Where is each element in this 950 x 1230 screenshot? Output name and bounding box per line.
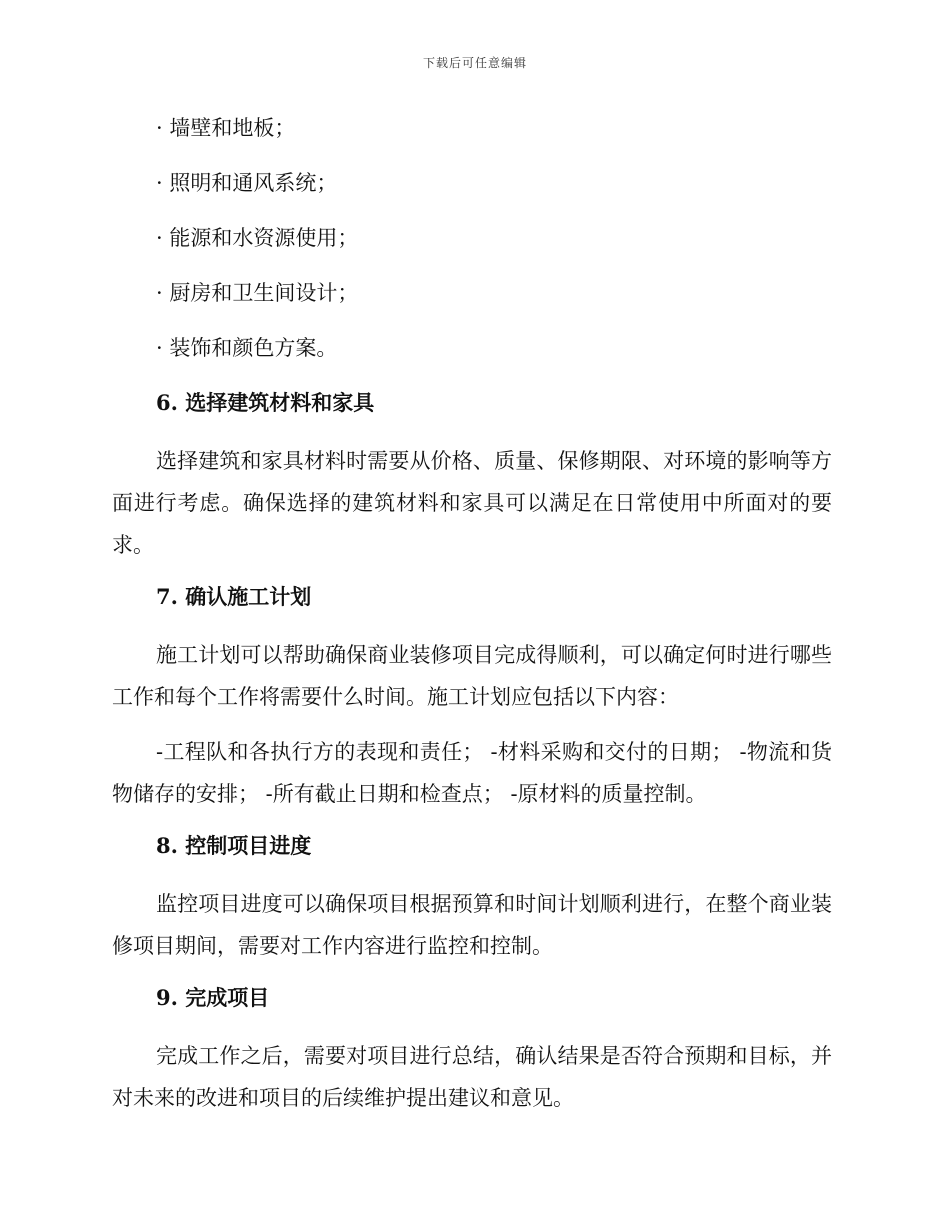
bullet-item: · 照明和通风系统； bbox=[156, 171, 338, 195]
section-heading: 9. 完成项目 bbox=[156, 985, 270, 1010]
page-header: 下载后可任意编辑 bbox=[422, 56, 527, 70]
document-body bbox=[112, 110, 832, 1132]
section-heading: 6. 选择建筑材料和家具 bbox=[156, 390, 375, 415]
section-paragraph: 监控项目进度可以确保项目根据预算和时间计划顺利进行，在整个商业装修项目期间，需要对工作内容进行监控和控制。 bbox=[112, 892, 832, 958]
section-paragraph: -工程队和各执行方的表现和责任； -材料采购和交付的日期； -物流和货物储存的安排； -所有截止日期和检查点； -原材料的质量控制。 bbox=[112, 740, 832, 806]
section-paragraph: 施工计划可以帮助确保商业装修项目完成得顺利，可以确定何时进行哪些工作和每个工作将需要什么时间。施工计划应包括以下内容： bbox=[112, 643, 832, 709]
bullet-item: · 装饰和颜色方案。 bbox=[156, 336, 338, 360]
bullet-item: · 墙壁和地板； bbox=[156, 116, 296, 140]
bullet-item: · 厨房和卫生间设计； bbox=[156, 281, 359, 305]
section-paragraph: 选择建筑和家具材料时需要从价格、质量、保修期限、对环境的影响等方面进行考虑。确保选择的建筑材料和家具可以满足在日常使用中所面对的要求。 bbox=[112, 449, 832, 557]
section-heading: 7. 确认施工计划 bbox=[156, 584, 312, 609]
bullet-item: · 能源和水资源使用； bbox=[156, 226, 359, 250]
section-paragraph: 完成工作之后，需要对项目进行总结，确认结果是否符合预期和目标，并对未来的改进和项目的后续维护提出建议和意见。 bbox=[112, 1044, 832, 1110]
section-heading: 8. 控制项目进度 bbox=[156, 833, 312, 858]
